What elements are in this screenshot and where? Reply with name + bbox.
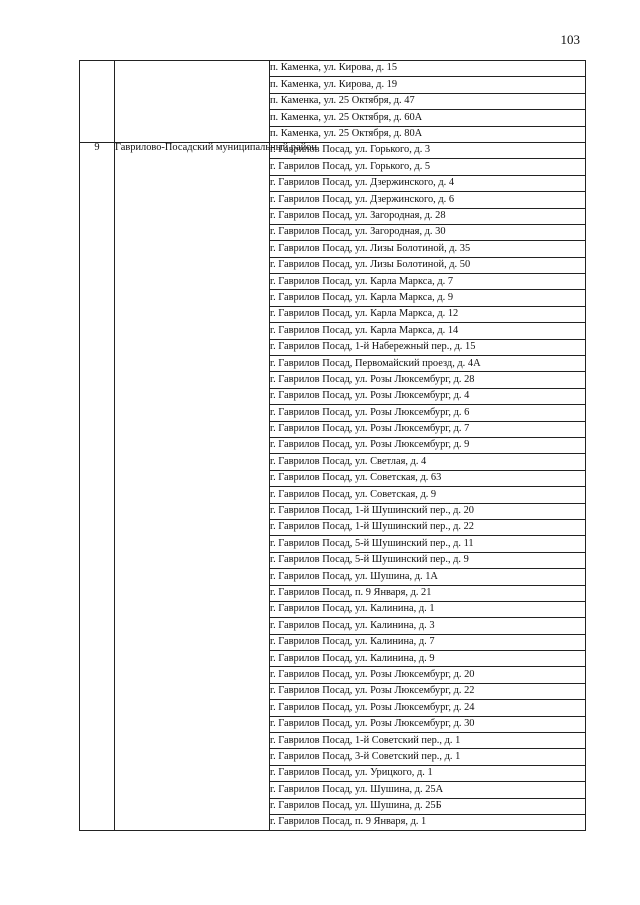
address-cell: г. Гаврилов Посад, ул. Горького, д. 5 [270, 159, 586, 175]
address-cell: г. Гаврилов Посад, ул. Розы Люксембург, д. 28 [270, 372, 586, 388]
address-cell: г. Гаврилов Посад, ул. Карла Маркса, д. 9 [270, 290, 586, 306]
page-number: 103 [560, 32, 580, 47]
address-cell: п. Каменка, ул. 25 Октября, д. 47 [270, 93, 586, 109]
address-cell: г. Гаврилов Посад, ул. Шушина, д. 25А [270, 782, 586, 798]
address-cell: г. Гаврилов Посад, ул. Карла Маркса, д. 12 [270, 306, 586, 322]
address-cell: г. Гаврилов Посад, ул. Карла Маркса, д. 7 [270, 274, 586, 290]
address-table [79, 60, 586, 831]
address-cell: г. Гаврилов Посад, ул. Карла Маркса, д. 14 [270, 323, 586, 339]
address-cell: г. Гаврилов Посад, Первомайский проезд, д. 4А [270, 356, 586, 372]
address-cell: г. Гаврилов Посад, ул. Урицкого, д. 1 [270, 765, 586, 781]
table-row [80, 142, 586, 158]
address-cell: г. Гаврилов Посад, ул. Розы Люксембург, д. 4 [270, 388, 586, 404]
address-cell: г. Гаврилов Посад, 1-й Набережный пер., д. 15 [270, 339, 586, 355]
group-number-cell [80, 61, 115, 143]
address-cell: г. Гаврилов Посад, ул. Дзержинского, д. 4 [270, 175, 586, 191]
address-cell: г. Гаврилов Посад, 5-й Шушинский пер., д. 11 [270, 536, 586, 552]
address-cell: г. Гаврилов Посад, ул. Шушина, д. 25Б [270, 798, 586, 814]
address-cell: п. Каменка, ул. Кирова, д. 15 [270, 61, 586, 77]
table-row [80, 61, 586, 77]
address-cell: г. Гаврилов Посад, ул. Загородная, д. 30 [270, 224, 586, 240]
address-cell: г. Гаврилов Посад, ул. Розы Люксембург, д. 6 [270, 405, 586, 421]
address-cell: г. Гаврилов Посад, ул. Шушина, д. 1А [270, 569, 586, 585]
district-cell: Гаврилово-Посадский муниципальный район [115, 142, 270, 830]
address-cell: п. Каменка, ул. 25 Октября, д. 60А [270, 110, 586, 126]
address-cell: г. Гаврилов Посад, ул. Розы Люксембург, д. 9 [270, 437, 586, 453]
address-cell: г. Гаврилов Посад, ул. Розы Люксембург, д. 22 [270, 683, 586, 699]
address-cell: г. Гаврилов Посад, 1-й Советский пер., д. 1 [270, 733, 586, 749]
address-cell: г. Гаврилов Посад, ул. Розы Люксембург, д. 20 [270, 667, 586, 683]
address-cell: г. Гаврилов Посад, ул. Розы Люксембург, д. 24 [270, 700, 586, 716]
address-cell: г. Гаврилов Посад, ул. Советская, д. 63 [270, 470, 586, 486]
address-cell: г. Гаврилов Посад, ул. Светлая, д. 4 [270, 454, 586, 470]
address-cell: г. Гаврилов Посад, ул. Горького, д. 3 [270, 142, 586, 158]
address-cell: г. Гаврилов Посад, ул. Калинина, д. 3 [270, 618, 586, 634]
address-cell: г. Гаврилов Посад, 5-й Шушинский пер., д. 9 [270, 552, 586, 568]
address-cell: г. Гаврилов Посад, ул. Розы Люксембург, д. 30 [270, 716, 586, 732]
address-cell: г. Гаврилов Посад, ул. Дзержинского, д. 6 [270, 192, 586, 208]
group-number-cell: 9 [80, 142, 115, 830]
district-cell [115, 61, 270, 143]
address-cell: г. Гаврилов Посад, 1-й Шушинский пер., д. 20 [270, 503, 586, 519]
address-cell: г. Гаврилов Посад, 1-й Шушинский пер., д. 22 [270, 519, 586, 535]
address-cell: г. Гаврилов Посад, ул. Калинина, д. 7 [270, 634, 586, 650]
address-cell: г. Гаврилов Посад, ул. Лизы Болотиной, д. 50 [270, 257, 586, 273]
address-cell: г. Гаврилов Посад, ул. Советская, д. 9 [270, 487, 586, 503]
address-cell: г. Гаврилов Посад, ул. Калинина, д. 9 [270, 651, 586, 667]
address-cell: п. Каменка, ул. Кирова, д. 19 [270, 77, 586, 93]
address-table-body [80, 61, 586, 831]
address-cell: г. Гаврилов Посад, ул. Загородная, д. 28 [270, 208, 586, 224]
address-cell: г. Гаврилов Посад, ул. Розы Люксембург, д. 7 [270, 421, 586, 437]
address-cell: г. Гаврилов Посад, ул. Лизы Болотиной, д. 35 [270, 241, 586, 257]
address-cell: г. Гаврилов Посад, п. 9 Января, д. 1 [270, 814, 586, 830]
address-cell: г. Гаврилов Посад, 3-й Советский пер., д. 1 [270, 749, 586, 765]
address-cell: п. Каменка, ул. 25 Октября, д. 80А [270, 126, 586, 142]
address-cell: г. Гаврилов Посад, п. 9 Января, д. 21 [270, 585, 586, 601]
address-cell: г. Гаврилов Посад, ул. Калинина, д. 1 [270, 601, 586, 617]
